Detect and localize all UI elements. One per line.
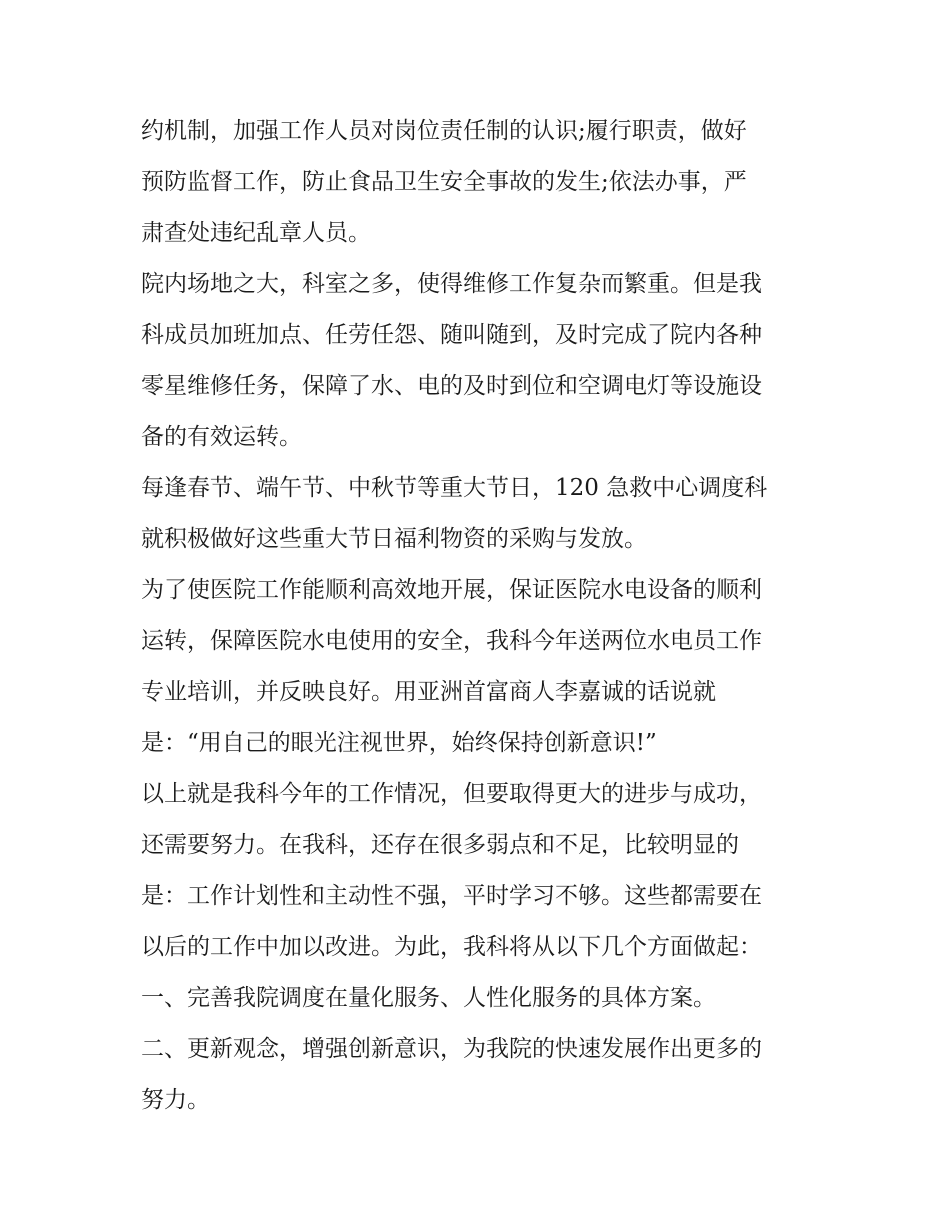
text-line: 零星维修任务，保障了水、电的及时到位和空调电灯等设施设 xyxy=(141,373,762,399)
paragraph-summary xyxy=(141,769,813,973)
text-line: 以后的工作中加以改进。为此，我科将从以下几个方面做起： xyxy=(141,934,762,960)
text-line: 还需要努力。在我科，还存在很多弱点和不足，比较明显的 xyxy=(141,832,739,858)
text-line: 就积极做好这些重大节日福利物资的采购与发放。 xyxy=(141,526,647,552)
text-line: 为了使医院工作能顺利高效地开展，保证医院水电设备的顺利 xyxy=(141,577,762,603)
text-line: 肃查处违纪乱章人员。 xyxy=(141,220,371,246)
text-line: 是：工作计划性和主动性不强，平时学习不够。这些都需要在 xyxy=(141,883,762,909)
text-line: 以上就是我科今年的工作情况，但要取得更大的进步与成功， xyxy=(141,781,762,807)
text-line: 一、完善我院调度在量化服务、人性化服务的具体方案。 xyxy=(141,985,716,1011)
text-line: 运转，保障医院水电使用的安全，我科今年送两位水电员工作 xyxy=(141,628,762,654)
text-line: 二、更新观念，增强创新意识，为我院的快速发展作出更多的 xyxy=(141,1036,762,1062)
paragraph-training xyxy=(141,565,813,769)
paragraph-holidays xyxy=(141,463,813,565)
text-line: 预防监督工作，防止食品卫生安全事故的发生;依法办事，严 xyxy=(141,169,747,195)
paragraph-plan-item-2 xyxy=(141,1024,813,1126)
paragraph-supervision xyxy=(141,106,813,259)
text-line: 努力。 xyxy=(141,1087,210,1113)
text-line: 专业培训，并反映良好。用亚洲首富商人李嘉诚的话说就 xyxy=(141,679,716,705)
text-line: 约机制，加强工作人员对岗位责任制的认识;履行职责，做好 xyxy=(141,118,747,144)
paragraph-plan-item-1 xyxy=(141,973,813,1024)
text-line: 院内场地之大，科室之多，使得维修工作复杂而繁重。但是我 xyxy=(141,271,762,297)
text-line: 每逢春节、端午节、中秋节等重大节日，120 急救中心调度科 xyxy=(141,475,768,501)
document-body xyxy=(141,106,813,1126)
paragraph-maintenance xyxy=(141,259,813,463)
text-line: 科成员加班加点、任劳任怨、随叫随到，及时完成了院内各种 xyxy=(141,322,762,348)
text-line: 备的有效运转。 xyxy=(141,424,302,450)
text-line: 是：“用自己的眼光注视世界，始终保持创新意识!” xyxy=(141,730,657,756)
